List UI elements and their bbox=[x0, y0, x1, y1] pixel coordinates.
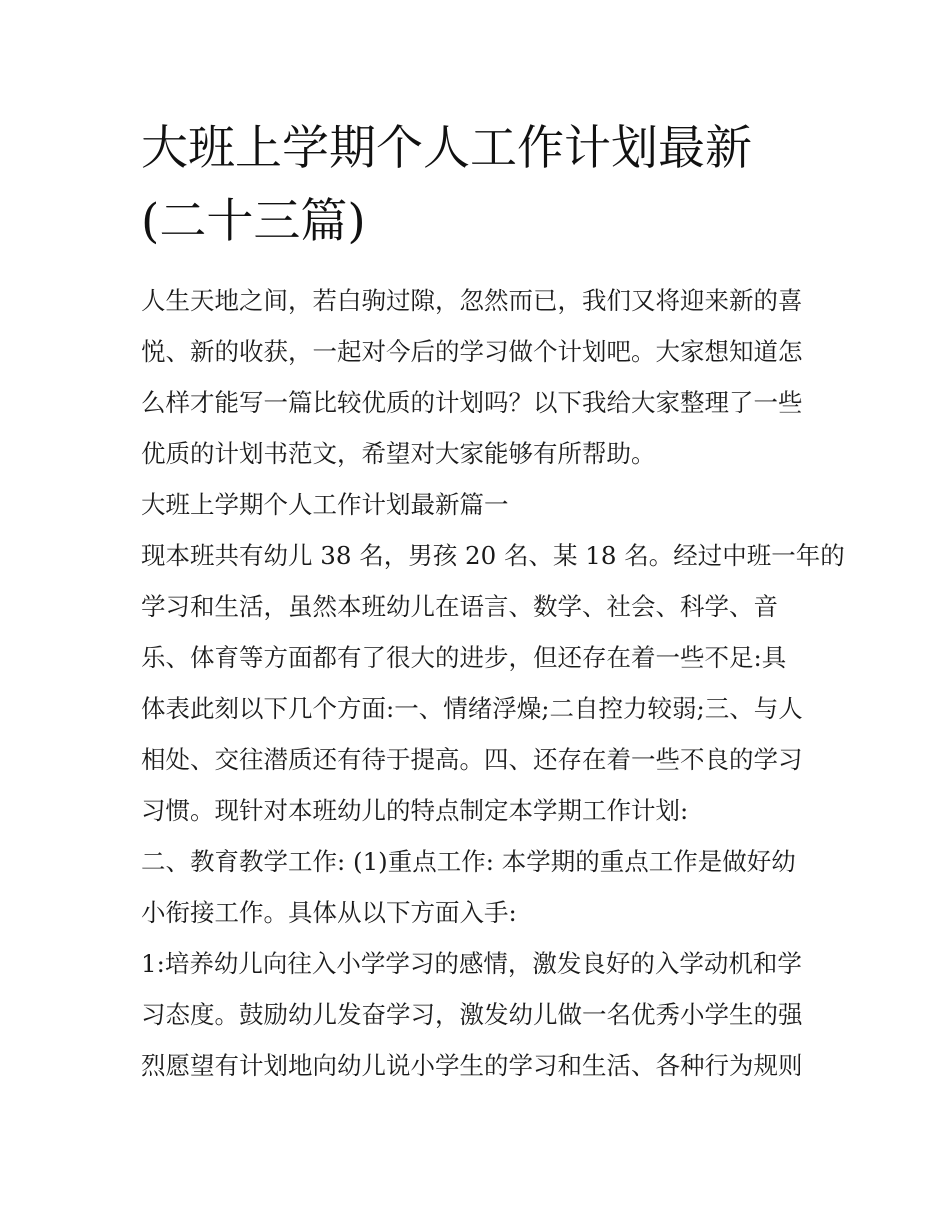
text-line: 二、教育教学工作: (1)重点工作: 本学期的重点工作是做好幼 bbox=[141, 847, 796, 876]
text-line: 烈愿望有计划地向幼儿说小学生的学习和生活、各种行为规则 bbox=[141, 1051, 803, 1080]
text-line: 大班上学期个人工作计划最新篇一 bbox=[141, 490, 509, 519]
intro-paragraph bbox=[141, 275, 821, 479]
text-line: 小衔接工作。具体从以下方面入手: bbox=[141, 898, 517, 927]
text-line: 学习和生活，虽然本班幼儿在语言、数学、社会、科学、音 bbox=[141, 592, 778, 621]
text-line: 1:培养幼儿向往入小学学习的感情，激发良好的入学动机和学 bbox=[141, 949, 802, 978]
text-line: 乐、体育等方面都有了很大的进步，但还存在着一些不足:具 bbox=[141, 643, 787, 672]
text-line: 现本班共有幼儿 38 名，男孩 20 名、某 18 名。经过中班一年的 bbox=[141, 541, 845, 570]
class-overview-paragraph bbox=[141, 530, 845, 836]
document-body bbox=[141, 275, 845, 1091]
text-line: 悦、新的收获，一起对今后的学习做个计划吧。大家想知道怎 bbox=[141, 337, 803, 366]
title-line-2: (二十三篇) bbox=[141, 194, 366, 249]
document-content bbox=[141, 112, 845, 1091]
item-one-paragraph bbox=[141, 938, 821, 1091]
text-line: 人生天地之间，若白驹过隙，忽然而已，我们又将迎来新的喜 bbox=[141, 286, 803, 315]
teaching-work-paragraph bbox=[141, 836, 821, 938]
text-line: 习态度。鼓励幼儿发奋学习，激发幼儿做一名优秀小学生的强 bbox=[141, 1000, 803, 1029]
text-line: 体表此刻以下几个方面:一、情绪浮燥;二自控力较弱;三、与人 bbox=[141, 694, 803, 723]
text-line: 么样才能写一篇比较优质的计划吗？以下我给大家整理了一些 bbox=[141, 388, 803, 417]
text-line: 习惯。现针对本班幼儿的特点制定本学期工作计划: bbox=[141, 796, 689, 825]
text-line: 相处、交往潜质还有待于提高。四、还存在着一些不良的学习 bbox=[141, 745, 803, 774]
section-heading bbox=[141, 479, 821, 530]
title-line-1: 大班上学期个人工作计划最新 bbox=[141, 121, 752, 176]
text-line: 优质的计划书范文，希望对大家能够有所帮助。 bbox=[141, 439, 656, 468]
document-title bbox=[141, 112, 821, 258]
